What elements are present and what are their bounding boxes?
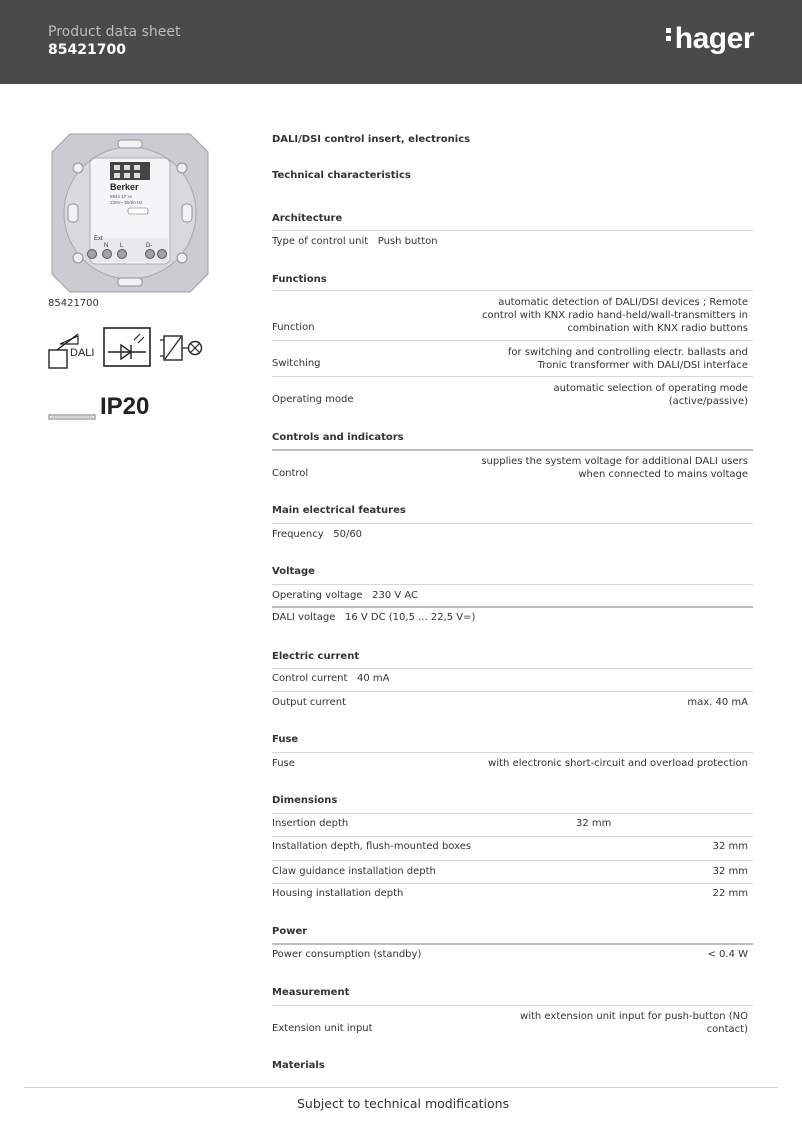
led-dimmer-icon xyxy=(104,328,150,366)
standby-power-value: < 0.4 W xyxy=(707,949,748,960)
divider xyxy=(272,860,753,861)
doc-type-label: Product data sheet xyxy=(48,24,181,40)
divider xyxy=(272,606,753,608)
dimensions-heading: Dimensions xyxy=(272,795,338,806)
voltage-heading: Voltage xyxy=(272,566,315,577)
terminal-l-label: L xyxy=(120,243,124,249)
switching-label: Switching xyxy=(272,358,321,369)
spec-row-operating-voltage: Operating voltage 230 V AC xyxy=(272,590,419,601)
function-label: Function xyxy=(272,322,315,333)
extension-input-value: with extension unit input for push-button (NO contact) xyxy=(520,1011,748,1035)
terminal-d-label: D- xyxy=(146,243,153,249)
operating-mode-value: automatic selection of operating mode (active/passive) xyxy=(553,383,748,407)
operating-mode-label: Operating mode xyxy=(272,394,354,405)
product-label-line1: 8542 17 xx xyxy=(110,194,133,199)
fuse-heading: Fuse xyxy=(272,734,299,745)
terminal-ext-label: Ext xyxy=(94,236,103,242)
control-label: Control xyxy=(272,468,309,479)
divider xyxy=(272,230,753,231)
divider xyxy=(272,883,753,884)
control-value: supplies the system voltage for additional DALI users when connected to mains voltage xyxy=(481,456,748,480)
footer-divider xyxy=(24,1087,778,1088)
footer-note: Subject to technical modifications xyxy=(297,1096,510,1111)
functions-heading: Functions xyxy=(272,274,327,285)
materials-heading: Materials xyxy=(272,1060,325,1071)
spec-row-control-current: Control current 40 mA xyxy=(272,673,390,684)
flush-depth-value: 32 mm xyxy=(712,841,748,852)
power-heading: Power xyxy=(272,926,308,937)
claw-depth-value: 32 mm xyxy=(712,866,748,877)
tech-characteristics-heading: Technical characteristics xyxy=(272,170,411,181)
certification-icons xyxy=(48,326,218,370)
logo-text: hager xyxy=(674,22,754,55)
image-caption-product-number: 85421700 xyxy=(48,298,99,309)
measurement-heading: Measurement xyxy=(272,987,350,998)
extension-input-label: Extension unit input xyxy=(272,1023,373,1034)
product-title: DALI/DSI control insert, electronics xyxy=(272,134,471,145)
product-label-line2: 230V~ 50/60 Hz xyxy=(110,200,143,205)
flush-depth-label: Installation depth, flush-mounted boxes xyxy=(272,841,472,852)
electrical-heading: Main electrical features xyxy=(272,505,406,516)
divider xyxy=(272,340,753,341)
function-value: automatic detection of DALI/DSI devices ; Remote control with KNX radio hand-held/wall-transmitters in combination with KNX radio buttons xyxy=(481,297,748,334)
ip-rating-icon xyxy=(48,388,168,424)
divider xyxy=(272,836,753,837)
product-image xyxy=(48,130,212,296)
architecture-heading: Architecture xyxy=(272,213,343,224)
switching-value: for switching and controlling electr. ballasts and Tronic transformer with DALI/DSI interface xyxy=(507,347,748,371)
spec-row-dali-voltage: DALI voltage 16 V DC (10,5 ... 22,5 V=) xyxy=(272,612,476,623)
spec-content xyxy=(272,0,753,1080)
divider xyxy=(272,584,753,585)
housing-depth-label: Housing installation depth xyxy=(272,888,404,899)
claw-depth-label: Claw guidance installation depth xyxy=(272,866,436,877)
fuse-label: Fuse xyxy=(272,758,295,769)
output-current-value: max. 40 mA xyxy=(687,697,748,708)
ip-rating-text: IP20 xyxy=(100,393,150,420)
divider xyxy=(272,691,753,692)
header-product-number: 85421700 xyxy=(48,42,126,58)
terminal-n-label: N xyxy=(104,243,109,249)
divider xyxy=(272,752,753,753)
divider xyxy=(272,943,753,945)
divider xyxy=(272,1005,753,1006)
divider xyxy=(272,813,753,814)
fuse-value: with electronic short-circuit and overload protection xyxy=(488,758,748,769)
insertion-depth-label: Insertion depth xyxy=(272,818,349,829)
spec-label: Type of control unit xyxy=(272,236,369,247)
product-brand: Berker xyxy=(110,182,139,192)
transformer-lamp-icon xyxy=(160,336,202,360)
divider xyxy=(272,449,753,451)
insertion-depth-value: 32 mm xyxy=(576,818,612,829)
svg-text:DALI: DALI xyxy=(70,347,95,359)
standby-power-label: Power consumption (standby) xyxy=(272,949,422,960)
divider xyxy=(272,668,753,669)
output-current-label: Output current xyxy=(272,697,346,708)
spec-row-frequency: Frequency 50/60 xyxy=(272,529,363,540)
divider xyxy=(272,290,753,291)
spec-row-control-unit-type xyxy=(272,236,438,247)
controls-heading: Controls and indicators xyxy=(272,432,404,443)
divider xyxy=(272,523,753,524)
spec-value: Push button xyxy=(377,236,438,247)
current-heading: Electric current xyxy=(272,651,360,662)
dali-dimmer-icon xyxy=(49,334,94,368)
housing-depth-value: 22 mm xyxy=(712,888,748,899)
divider xyxy=(272,376,753,377)
